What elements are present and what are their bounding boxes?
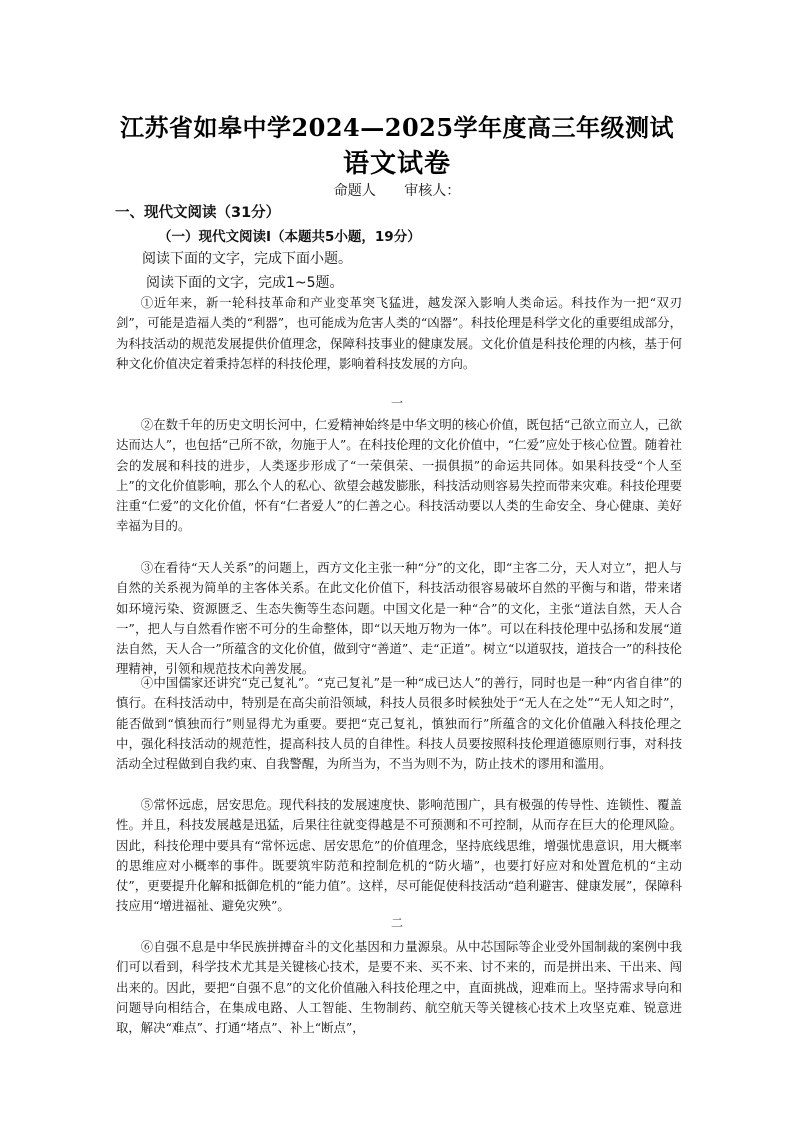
section-divider-2: 二 — [390, 916, 403, 930]
instruction-2: 阅读下面的文字，完成1~5题。 — [146, 275, 344, 291]
reviewer-label: 审核人： — [404, 183, 461, 199]
paragraph-4: ④中国儒家还讲究“克己复礼”。“克己复礼”是一种“成已达人”的善行，同时也是一种“内省自律”的慎行。在科技活动中，特别是在高尖前沿领域，科技人员很多时候独处于“无人在之处”“无人知之时”，能否做到“慎独而行”则显得尤为重要。要把“克己复礼，慎独而行”所蕴含的文化价值融入科技伦理之中，强化科技活动的规范性，提高科技人员的自律性。科技人员要按照科技伦理道德原则行事，对科技活动全过程做到自我约束、自我警醒，为所当为，不当为则不为，防止技术的谬用和滥用。 — [116, 675, 682, 772]
subsection-heading: （一）现代文阅读Ⅰ（本题共5小题，19分） — [158, 229, 421, 245]
exam-subject: 语文试卷 — [342, 149, 451, 179]
paragraph-6: ⑥自强不息是中华民族拼搏奋斗的文化基因和力量源泉。从中芯国际等企业受外国制裁的案例中我们可以看到，科学技术尤其是关键核心技术，是要不来、买不来、讨不来的，而是拼出来、干出来、闯出来的。因此，要把“自强不息”的文化价值融入科技伦理之中，直面挑战，迎难而上。坚持需求导向和问题导向相结合，在集成电路、人工智能、生物制药、航空航天等关键核心技术上攻坚克难、锐意进取，解决“难点”、打通“堵点”、补上“断点”， — [116, 939, 682, 1036]
proposer-label: 命题人 — [333, 183, 376, 199]
section-divider-1: 一 — [390, 396, 403, 410]
paragraph-5: ⑤常怀远虑，居安思危。现代科技的发展速度快、影响范围广，具有极强的传导性、连锁性、覆盖性。并且，科技发展越是迅猛，后果往往就变得越是不可预测和不可控制，从而存在巨大的伦理风险。因此，科技伦理中要具有“常怀远虑、居安思危”的价值理念，坚持底线思维，增强忧患意识，用大概率的思维应对小概率的事件。既要筑牢防范和控制危机的“防火墙”，也要打好应对和处置危机的“主动仗”，更要提升化解和抵御危机的“能力值”。这样，尽可能促使科技活动“趋利避害、健康发展”，保障科技应用“增进福祉、避免灾殃”。 — [116, 797, 682, 914]
paragraph-1: ①近年来，新一轮科技革命和产业变革突飞猛进，越发深入影响人类命运。科技作为一把“双刃剑”，可能是造福人类的“利器”，也可能成为危害人类的“凶器”。科技伦理是科学文化的重要组成部分，为科技活动的规范发展提供价值理念，保障科技事业的健康发展。文化价值是科技伦理的内核，基于何种文化价值决定着秉持怎样的科技伦理，影响着科技发展的方向。 — [116, 295, 682, 371]
exam-title: 江苏省如皋中学2024—2025学年度高三年级测试 — [119, 113, 675, 142]
section-heading: 一、现代文阅读（31分） — [115, 205, 281, 221]
instruction-1: 阅读下面的文字，完成下面小题。 — [142, 251, 352, 267]
byline — [0, 180, 794, 200]
paragraph-3: ③在看待“天人关系”的问题上，西方文化主张一种“分”的文化，即“主客二分，天人对立”，把人与自然的关系视为简单的主客体关系。在此文化价值下，科技活动很容易破坏自然的平衡与和谐，带来诸如环境污染、资源匮乏、生态失衡等生态问题。中国文化是一种“合”的文化，主张“道法自然，天人合一”，把人与自然看作密不可分的生命整体，即“以天地万物为一体”。可以在科技伦理中弘扬和发展“道法自然，天人合一”所蕴含的文化价值，做到守“善道”、走“正道”。树立“以道驭技，道技合一”的科技伦理精神，引领和规范技术向善发展。 — [116, 560, 682, 677]
paragraph-2: ②在数千年的历史文明长河中，仁爱精神始终是中华文明的核心价值，既包括“己欲立而立人，己欲达而达人”，也包括“己所不欲，勿施于人”。在科技伦理的文化价值中，“仁爱”应处于核心位置。随着社会的发展和科技的进步，人类逐步形成了“一荣俱荣、一损俱损”的命运共同体。如果科技受“个人至上”的文化价值影响，那么个人的私心、欲望会越发膨胀，科技活动则容易失控而带来灾难。科技伦理要注重“仁爱”的文化价值，怀有“仁者爱人”的仁善之心。科技活动要以人类的生命安全、身心健康、美好幸福为目的。 — [116, 417, 682, 534]
